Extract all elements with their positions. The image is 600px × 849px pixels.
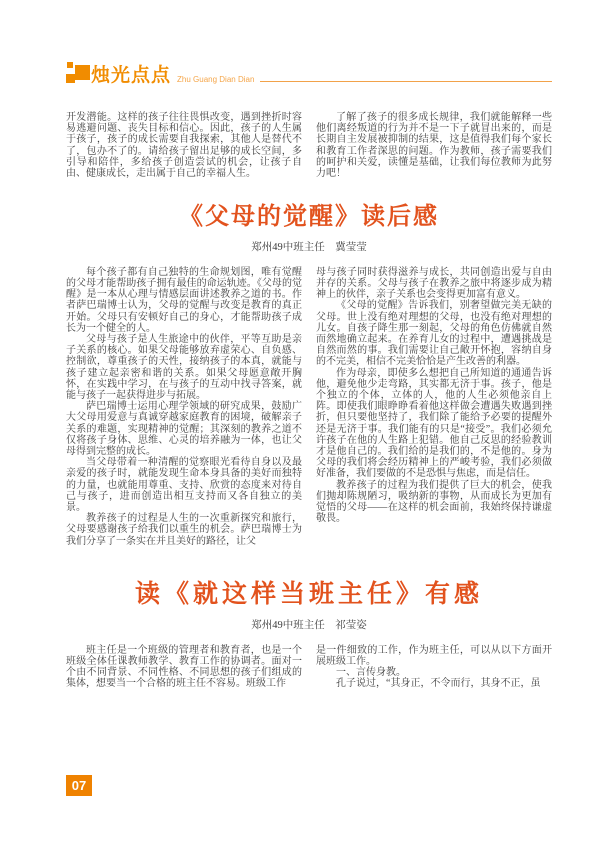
paragraph: 教养孩子的过程为我们提供了巨大的机会，使我们抛却陈规陋习，吸纳新的事物，从而成长为更加有觉悟的父母——在这样的机会面前，我始终保持谦虚敬畏。 [316,479,552,525]
paragraph: 一、言传身教。 [336,667,406,679]
brand-squares-icon [66,59,91,85]
brand-title: 烛光点点 [91,65,172,86]
header-rule [260,81,552,82]
article1-title: 《父母的觉醒》读后感 [179,204,439,231]
paragraph: 《父母的觉醒》告诉我们，别奢望做完美无缺的父母。世上没有绝对理想的父母，也没有绝对理想的儿女。自孩子降生那一刻起，父母的角色仿佛就自然而然地确立起来。在养育儿女的过程中，遭遇挑战是自然而然的事。我们需要让自己敞开怀抱，容纳自身的不完美，相信不完美恰恰是产生改善的利器。 [316,300,552,368]
article1-left-column [66,267,302,547]
article2-body [66,645,552,690]
intro-right-column [316,112,552,179]
paragraph: 班主任是一个班级的管理者和教育者，也是一个班级全体任课教师教学、教育工作的协调者。面对一个由不同背景、不同性格、不同思想的孩子们组成的集体，想要当一个合格的班主任不容易。班级工作 [66,644,302,690]
paragraph: 每个孩子都有自己独特的生命规划图，唯有觉醒的父母才能帮助孩子拥有最佳的命运轨迹。《父母的觉醒》是一本从心理与情感层面讲述教养之道的书。作者萨巴瑞博士认为，父母的觉醒与改变是教育的真正开始。父母只有安顿好自己的身心，才能帮助孩子成长为一个健全的人。 [66,266,302,334]
paragraph: 开发潜能。这样的孩子往往畏惧改变，遇到挫折时容易逃避问题、丧失目标和信心。因此，孩子的人生属于孩子，孩子的成长需要自我探索，其他人是替代不了，包办不了的。请给孩子留出足够的成长空间，多引导和陪伴，多给孩子创造尝试的机会，让孩子自由、健康成长，走出属于自己的幸福人生。 [66,112,302,180]
article2-right-column [316,645,552,690]
paragraph: 教养孩子的过程是人生的一次重新探究和旅行，父母要感谢孩子给我们以重生的机会。萨巴瑞博士为我们分享了一条实在并且美好的路径，让父 [66,513,302,547]
intro-section [66,112,552,179]
article1-right-column [316,267,552,547]
brand-pinyin: Zhu Guang Dian Dian [177,75,255,84]
paragraph: 父母与孩子是人生旅途中的伙伴，平等互助是亲子关系的核心。如果父母能够放弃虚荣心、自负感、控制欲，尊重孩子的天性，接纳孩子的本真，就能与孩子建立起亲密和谐的关系。如果父母愿意敞开胸怀，在实践中学习，在与孩子的互动中找寻答案，就能与孩子一起获得进步与拓展。 [66,334,302,402]
intro-left-column [66,112,302,179]
paragraph: 是一件细致的工作，作为班主任，可以从以下方面开展班级工作。 [316,644,552,667]
brand-square-large [75,65,90,80]
article2-left-column [66,645,302,690]
brand-square-small [67,62,73,68]
page-header [66,58,552,85]
page-number-badge: 07 [66,775,92,796]
brand-square-medium [66,74,75,83]
paragraph: 了解了孩子的很多成长规律，我们就能解释一些他们离经叛道的行为并不是一下子就冒出来的，而是长期自主发展被抑制的结果，这是值得我们每个家长和教育工作者深思的问题。作为教师，孩子需要我们的呵护和关爱，读懂是基础，让我们每位教师为此努力吧！ [316,112,552,180]
article1-byline: 郑州49中班主任 冀莹莹 [251,241,367,253]
paragraph: 母与孩子同时获得滋养与成长，共同创造出爱与自由并存的关系。父母与孩子在教养之旅中将逐步成为精神上的伙伴，亲子关系也会变得更加富有意义。 [316,266,552,301]
paragraph: 作为母亲，即使多么想把自己所知道的通通告诉他，避免他少走弯路，其实都无济于事。孩子，他是个独立的个体，立体的人，他的人生必须他亲自上阵。即使我们眼睁睁看着他这样做会遭遇失败遇到挫折，但只要他坚持了，我们除了能给予必要的提醒外还是无济于事。我们能有的只是“接受”。我们必须允许孩子在他的人生路上犯错。他自己反思的经验教训才是他自己的。我们给的是我们的，不是他的。身为父母的我们将会经历精神上的严峻考验，我们必须做好准备，我们要做的不是恐惧与焦虑，而是信任。 [316,367,552,480]
article1-body [66,267,552,547]
paragraph: 孔子说过，“其身正，不令而行，其身不正，虽 [336,678,541,690]
article2-byline: 郑州49中班主任 祁莹姿 [251,619,367,631]
paragraph: 萨巴瑞博士运用心理学领域的研究成果，鼓励广大父母用爱意与真诚穿越家庭教育的困境，破解亲子关系的难题，实现精神的觉醒；其深刻的教养之道不仅将孩子身体、思维、心灵的培养融为一体，也让父母得到完整的成长。 [66,401,302,458]
paragraph: 当父母带着一种清醒的觉察眼光看待自身以及最亲爱的孩子时，就能发现生命本身具备的美好而独特的力量，也就能用尊重、支持、欣赏的态度来对待自己与孩子，进而创造出相互支持而又各自独立的美景。 [66,457,302,514]
article2-title: 读《就这样当班主任》有感 [134,580,483,608]
